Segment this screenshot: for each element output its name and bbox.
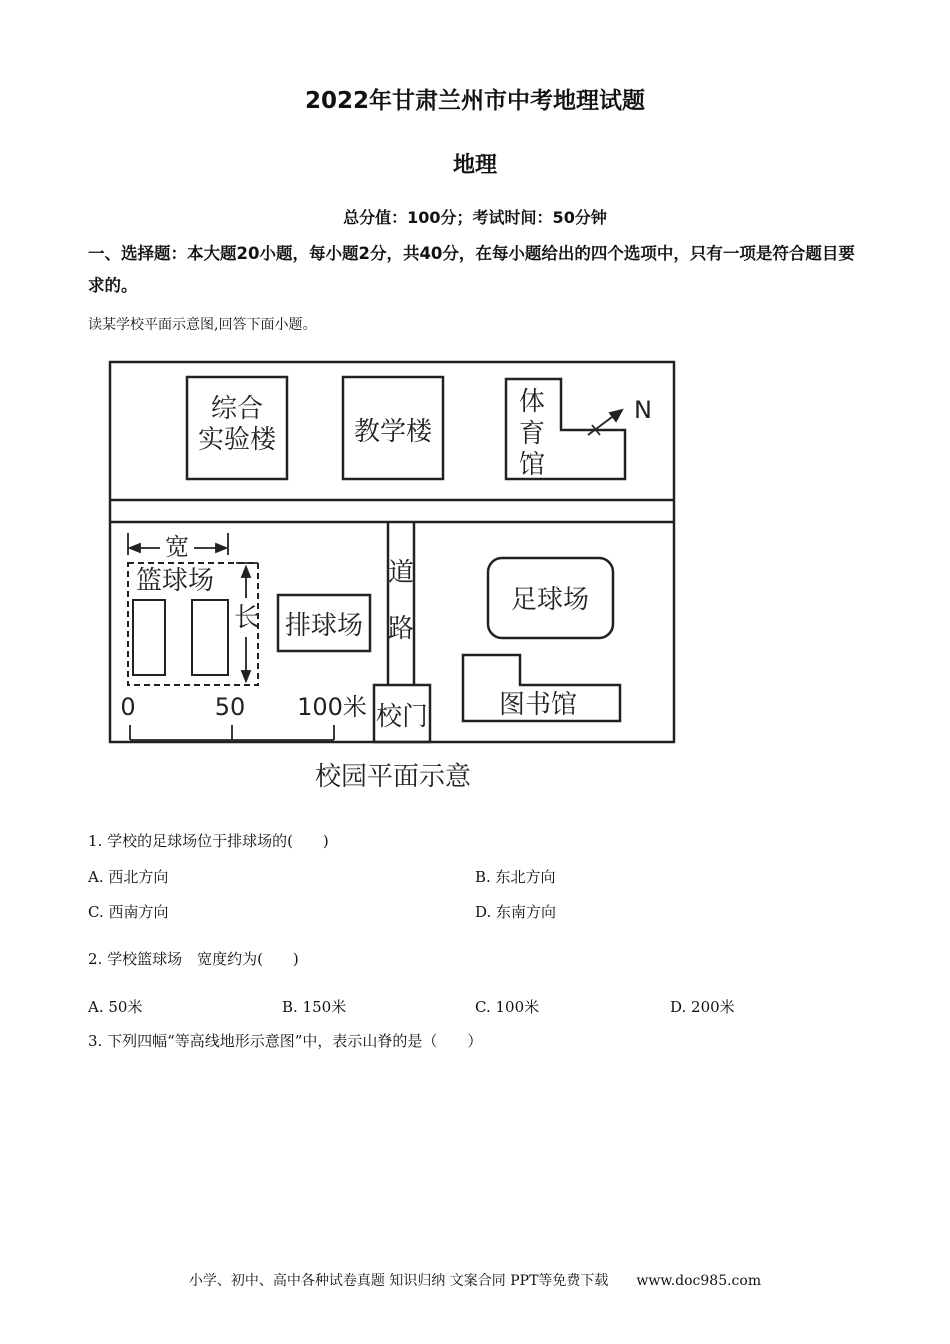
scale-0: 0: [120, 693, 136, 721]
q1-option-a: A. 西北方向: [88, 868, 169, 886]
q2-option-d: D. 200米: [670, 998, 735, 1016]
section-heading: 一、选择题：本大题20小题，每小题2分，共40分，在每小题给出的四个选项中，只有一项是符合题目要求的。: [88, 244, 855, 295]
page-title: 2022年甘肃兰州市中考地理试题: [304, 88, 645, 114]
q2-option-a: A. 50米: [88, 998, 143, 1016]
north-label: N: [634, 396, 652, 424]
football-label: 足球场: [510, 585, 590, 615]
gym-label-2: 育: [518, 419, 546, 449]
volleyball-label: 排球场: [284, 611, 364, 641]
intro-text: 读某学校平面示意图,回答下面小题。: [88, 317, 317, 333]
road-label-1: 道: [387, 558, 415, 588]
basketball-label: 篮球场: [135, 566, 215, 596]
length-label: 长: [233, 603, 261, 633]
width-label: 宽: [165, 533, 189, 561]
teaching-label: 教学楼: [353, 417, 433, 447]
q1-option-d: D. 东南方向: [475, 903, 557, 921]
q2-option-c: C. 100米: [475, 998, 540, 1016]
road-label-2: 路: [387, 614, 415, 644]
score-info: 总分值：100分；考试时间：50分钟: [343, 208, 607, 227]
q2-option-b: B. 150米: [282, 998, 347, 1016]
subject-title: 地理: [452, 153, 497, 178]
question-3: 3. 下列四幅“等高线地形示意图”中，表示山脊的是（ ）: [88, 1032, 483, 1050]
gym-label-1: 体: [518, 387, 546, 417]
question-2: 2. 学校篮球场 宽度约为( ): [88, 950, 299, 968]
footer-text: 小学、初中、高中各种试卷真题 知识归纳 文案合同 PPT等免费下载 www.doc985.com: [188, 1273, 762, 1289]
school-map: [100, 355, 690, 795]
question-1: 1. 学校的足球场位于排球场的( ): [88, 832, 329, 850]
lab-label-2: 实验楼: [197, 425, 277, 455]
gate-label: 校门: [375, 702, 429, 732]
library-label: 图书馆: [498, 690, 578, 720]
scale-50: 50: [214, 693, 246, 721]
map-caption: 校园平面示意: [314, 762, 472, 792]
q1-option-c: C. 西南方向: [88, 903, 169, 921]
lab-label-1: 综合: [210, 394, 264, 424]
gym-label-3: 馆: [518, 450, 546, 480]
scale-100: 100米: [297, 693, 367, 721]
q1-option-b: B. 东北方向: [475, 868, 556, 886]
